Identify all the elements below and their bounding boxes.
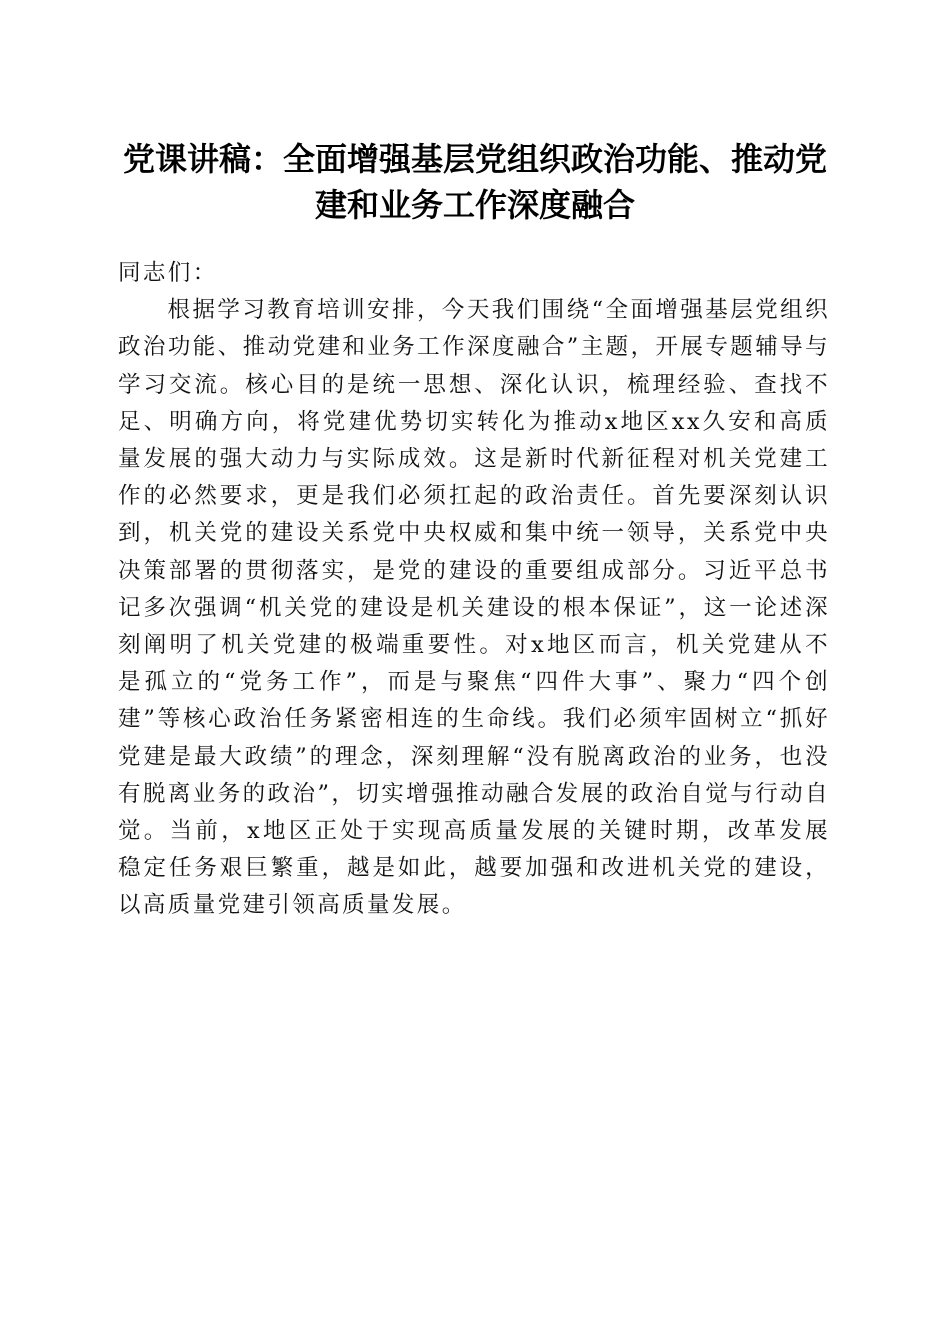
greeting: 同志们：	[118, 260, 218, 286]
document-title: 党课讲稿：全面增强基层党组织政治功能、推动党建和业务工作深度融合	[122, 140, 827, 224]
body-paragraph: 根据学习教育培训安排，今天我们围绕“全面增强基层党组织政治功能、推动党建和业务工作深度融合”主题，开展专题辅导与学习交流。核心目的是统一思想、深化认识，梳理经验、查找不足、明确方向，将党建优势切实转化为推动x地区xx久安和高质量发展的强大动力与实际成效。这是新时代新征程对机关党建工作的必然要求，更是我们必须扛起的政治责任。首先要深刻认识到，机关党的建设关系党中央权威和集中统一领导，关系党中央决策部署的贯彻落实，是党的建设的重要组成部分。习近平总书记多次强调“机关党的建设是机关建设的根本保证”，这一论述深刻阐明了机关党建的极端重要性。对x地区而言，机关党建从不是孤立的“党务工作”，而是与聚焦“四件大事”、聚力“四个创建”等核心政治任务紧密相连的生命线。我们必须牢固树立“抓好党建是最大政绩”的理念，深刻理解“没有脱离政治的业务，也没有脱离业务的政治”，切实增强推动融合发展的政治自觉与行动自觉。当前，x地区正处于实现高质量发展的关键时期，改革发展稳定任务艰巨繁重，越是如此，越要加强和改进机关党的建设，以高质量党建引领高质量发展。	[118, 297, 830, 919]
document-body	[118, 255, 830, 925]
